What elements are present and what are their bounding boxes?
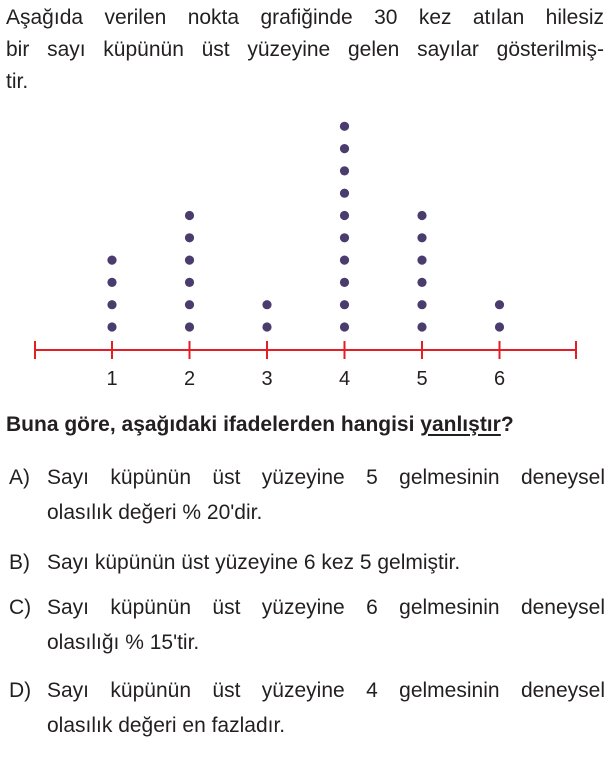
data-dot-2-4: [185, 256, 194, 265]
data-dot-4-2: [340, 300, 349, 309]
data-dot-4-7: [340, 189, 349, 198]
question-keyword: yanlıştır: [420, 413, 501, 436]
data-dot-5-1: [417, 322, 426, 331]
option-c-line-2: olasılığı % 15'tir.: [47, 631, 200, 654]
question-text: Buna göre, aşağıdaki ifadelerden hangisi: [6, 413, 421, 436]
data-dot-5-5: [417, 233, 426, 242]
data-dot-1-2: [107, 300, 116, 309]
problem-line-1: Aşağıda verilen nokta grafiğinde 30 kez atılan hilesiz: [6, 6, 604, 29]
option-d-line-2: olasılık değeri en fazladır.: [47, 714, 286, 737]
option-b[interactable]: [9, 545, 605, 580]
option-d-label: D): [9, 679, 32, 702]
question: [6, 410, 606, 440]
tick-label-1: 1: [106, 368, 118, 390]
data-dot-5-4: [417, 256, 426, 265]
data-dot-4-3: [340, 278, 349, 287]
option-a-line-1: Sayı küpünün üst yüzeyine 5 gelmesinin deneysel: [47, 466, 605, 489]
problem-statement: [6, 2, 604, 98]
option-c-label: C): [9, 596, 32, 619]
option-b-label: B): [9, 551, 30, 574]
data-dot-2-6: [185, 211, 194, 220]
data-dot-2-1: [185, 322, 194, 331]
data-dot-3-1: [262, 322, 271, 331]
option-a-line-2: olasılık değeri % 20'dir.: [47, 501, 263, 524]
option-b-line-1: Sayı küpünün üst yüzeyine 6 kez 5 gelmiştir.: [47, 551, 461, 574]
data-dot-5-2: [417, 300, 426, 309]
data-dot-1-4: [107, 256, 116, 265]
option-c-line-1: Sayı küpünün üst yüzeyine 6 gelmesinin deneysel: [47, 596, 605, 619]
dot-plot: [0, 110, 611, 400]
data-dot-1-3: [107, 278, 116, 287]
data-dot-2-3: [185, 278, 194, 287]
data-dot-6-2: [495, 300, 504, 309]
data-dot-3-2: [262, 300, 271, 309]
option-c[interactable]: [9, 590, 605, 660]
data-dot-5-3: [417, 278, 426, 287]
data-dot-4-6: [340, 211, 349, 220]
data-dot-4-5: [340, 233, 349, 242]
tick-label-5: 5: [416, 368, 428, 390]
tick-label-2: 2: [183, 368, 196, 390]
option-a-label: A): [9, 466, 30, 489]
tick-label-6: 6: [493, 368, 506, 390]
data-dot-1-1: [107, 322, 116, 331]
data-dot-2-2: [185, 300, 194, 309]
data-dot-2-5: [185, 233, 194, 242]
data-dot-6-1: [495, 322, 504, 331]
data-dot-4-1: [340, 322, 349, 331]
option-d[interactable]: [9, 673, 605, 743]
data-dot-5-6: [417, 211, 426, 220]
data-dot-4-10: [340, 122, 349, 131]
data-dot-4-4: [340, 256, 349, 265]
option-d-line-1: Sayı küpünün üst yüzeyine 4 gelmesinin deneysel: [47, 679, 605, 702]
problem-line-3: tir.: [6, 70, 29, 93]
data-dot-4-8: [340, 166, 349, 175]
problem-line-2: bir sayı küpünün üst yüzeyine gelen sayılar gösterilmiş-: [6, 38, 604, 61]
tick-label-3: 3: [261, 368, 273, 390]
data-dot-4-9: [340, 144, 349, 153]
tick-label-4: 4: [338, 368, 351, 390]
option-a[interactable]: [9, 460, 605, 530]
question-mark: ?: [500, 413, 514, 436]
